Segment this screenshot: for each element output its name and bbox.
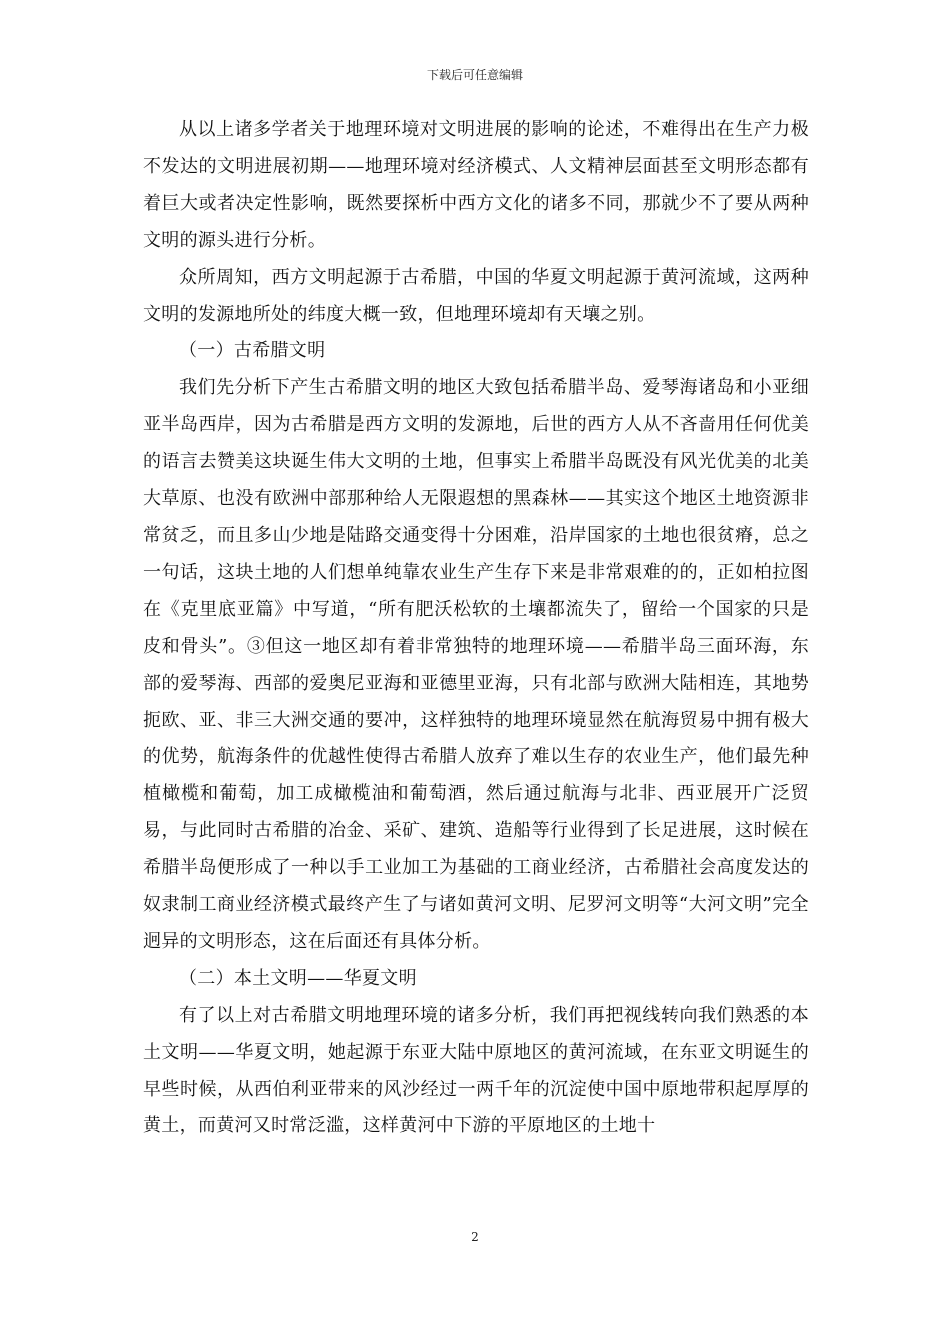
paragraph-origins: 众所周知，西方文明起源于古希腊，中国的华夏文明起源于黄河流域，这两种文明的发源地所处的纬度大概一致，但地理环境却有天壤之别。 bbox=[143, 266, 809, 325]
page-header: 下载后可任意编辑 bbox=[426, 68, 523, 82]
paragraph-greek: 我们先分析下产生古希腊文明的地区大致包括希腊半岛、爱琴海诸岛和小亚细亚半岛西岸，因为古希腊是西方文明的发源地，后世的西方人从不吝啬用任何优美的语言去赞美这块诞生伟大文明的土地，但事实上希腊半岛既没有风光优美的北美大草原、也没有欧洲中部那种给人无限遐想的黑森林——其实这个地区土地资源非常贫乏，而且多山少地是陆路交通变得十分困难，沿岸国家的土地也很贫瘠，总之一句话，这块土地的人们想单纯靠农业生产生存下来是非常艰难的的，正如柏拉图在《克里底亚篇》中写道，“所有肥沃松软的土壤都流失了，留给一个国家的只是皮和骨头”。③但这一地区却有着非常独特的地理环境——希腊半岛三面环海，东部的爱琴海、西部的爱奥尼亚海和亚德里亚海，只有北部与欧洲大陆相连，其地势扼欧、亚、非三大洲交通的要冲，这样独特的地理环境显然在航海贸易中拥有极大的优势，航海条件的优越性使得古希腊人放弃了难以生存的农业生产，他们最先种植橄榄和葡萄，加工成橄榄油和葡萄酒，然后通过航海与北非、西亚展开广泛贸易，与此同时古希腊的冶金、采矿、建筑、造船等行业得到了长足进展，这时候在希腊半岛便形成了一种以手工业加工为基础的工商业经济，古希腊社会高度发达的奴隶制工商业经济模式最终产生了与诸如黄河文明、尼罗河文明等“大河文明”完全迥异的文明形态，这在后面还有具体分析。 bbox=[143, 377, 809, 952]
page-number: 2 bbox=[471, 1230, 479, 1244]
section-heading-huaxia: （二）本土文明——华夏文明 bbox=[179, 967, 417, 989]
paragraph-huaxia: 有了以上对古希腊文明地理环境的诸多分析，我们再把视线转向我们熟悉的本土文明——华夏文明，她起源于东亚大陆中原地区的黄河流域，在东亚文明诞生的早些时候，从西伯利亚带来的风沙经过一两千年的沉淀使中国中原地带积起厚厚的黄土，而黄河又时常泛滥，这样黄河中下游的平原地区的土地十 bbox=[143, 1004, 809, 1137]
paragraph-intro: 从以上诸多学者关于地理环境对文明进展的影响的论述，不难得出在生产力极不发达的文明进展初期——地理环境对经济模式、人文精神层面甚至文明形态都有着巨大或者决定性影响，既然要探析中西方文化的诸多不同，那就少不了要从两种文明的源头进行分析。 bbox=[143, 119, 809, 251]
document-body bbox=[143, 112, 809, 1145]
section-heading-greek: （一）古希腊文明 bbox=[179, 340, 326, 362]
